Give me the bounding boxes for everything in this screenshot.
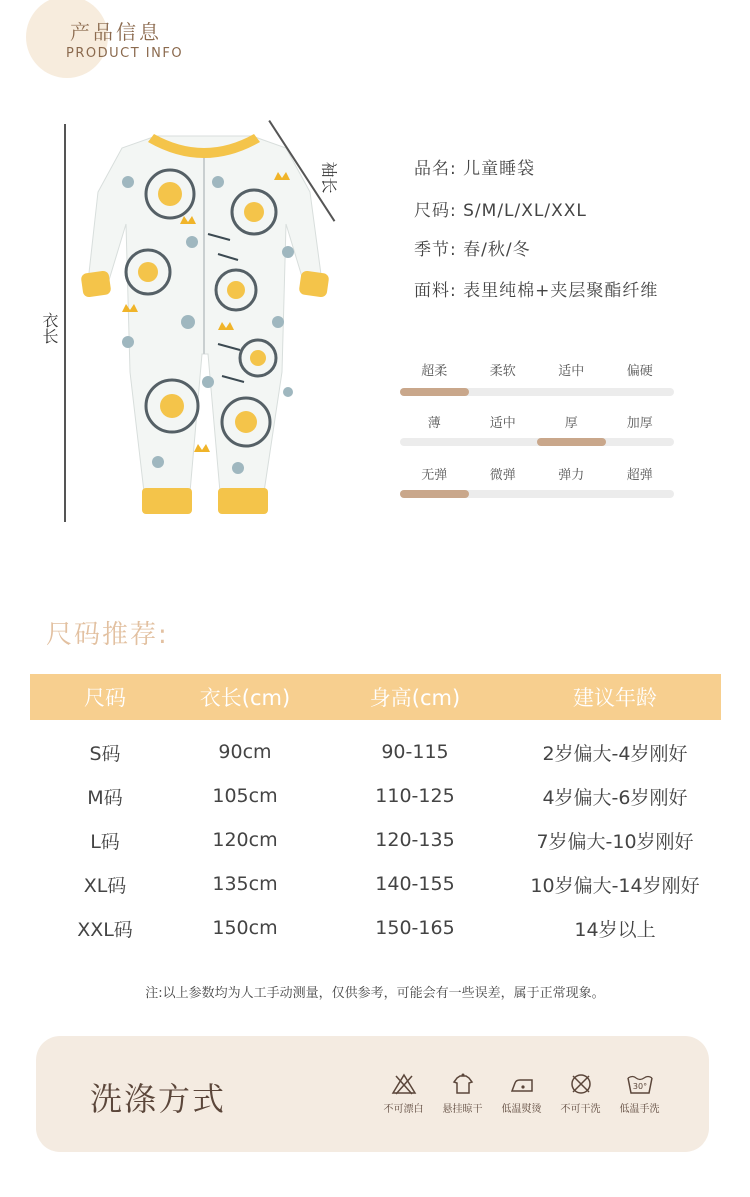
table-row	[30, 862, 721, 906]
washing-instructions	[374, 1072, 669, 1115]
table-header-cell: 身高(cm)	[369, 686, 461, 710]
size-section-title: 尺码推荐:	[46, 620, 169, 650]
no-bleach-icon	[390, 1072, 418, 1096]
info-row-name: 品名: 儿童睡袋	[414, 159, 536, 179]
table-cell: 14岁以上	[574, 918, 656, 941]
wash-temp-label: 30°	[632, 1082, 647, 1091]
table-cell: 150cm	[212, 917, 278, 939]
scale-label: 偏硬	[626, 364, 653, 379]
scale-label: 薄	[427, 416, 441, 431]
table-cell: 90-115	[381, 741, 449, 763]
table-cell: L码	[90, 830, 120, 853]
table-cell: XXL码	[77, 918, 133, 941]
elasticity-scale-fill	[400, 490, 469, 498]
info-row-fabric: 面料: 表里纯棉+夹层聚酯纤维	[414, 281, 659, 301]
elasticity-scale-labels	[400, 464, 674, 483]
section-subtitle: PRODUCT INFO	[66, 46, 184, 61]
table-row	[30, 906, 721, 950]
washing-title: 洗涤方式	[90, 1080, 227, 1118]
wash-instruction: 30° 低温手洗	[610, 1072, 669, 1115]
wash-instruction: 不可漂白	[374, 1072, 433, 1115]
table-cell: 120cm	[212, 829, 278, 851]
measurement-note: 注:以上参数均为人工手动测量，仅供参考，可能会有一些误差，属于正常现象。	[145, 986, 605, 1001]
product-romper-image	[68, 122, 340, 522]
wash-instruction: 悬挂晾干	[433, 1072, 492, 1115]
table-row	[30, 774, 721, 818]
hand-wash-30-icon	[626, 1072, 654, 1096]
thickness-scale-track	[400, 438, 674, 446]
table-cell: 110-125	[375, 785, 455, 807]
scale-label: 适中	[558, 364, 585, 379]
size-table-body	[30, 730, 721, 950]
wash-instruction: 不可干洗	[551, 1072, 610, 1115]
no-dry-clean-icon	[567, 1072, 595, 1096]
section-title: 产品信息	[70, 20, 162, 44]
table-row	[30, 818, 721, 862]
hang-dry-icon	[449, 1072, 477, 1096]
scale-label: 无弹	[421, 468, 448, 483]
softness-scale-labels	[400, 360, 674, 379]
table-cell: 120-135	[375, 829, 455, 851]
scale-label: 超弹	[626, 468, 653, 483]
scale-label: 柔软	[489, 364, 516, 379]
table-cell: S码	[89, 742, 121, 765]
scale-label: 厚	[564, 416, 578, 431]
size-table-header	[30, 674, 721, 720]
wash-instruction: 低温熨烫	[492, 1072, 551, 1115]
thickness-scale-labels	[400, 412, 674, 431]
softness-scale-fill	[400, 388, 469, 396]
table-row	[30, 730, 721, 774]
thickness-scale-fill	[537, 438, 606, 446]
table-cell: 90cm	[218, 741, 272, 763]
table-cell: 4岁偏大-6岁刚好	[542, 786, 688, 809]
scale-label: 微弹	[489, 468, 516, 483]
scale-label: 适中	[489, 416, 516, 431]
body-length-line	[64, 124, 66, 522]
table-cell: XL码	[83, 874, 127, 897]
table-cell: 150-165	[375, 917, 455, 939]
table-cell: 140-155	[375, 873, 455, 895]
scale-label: 超柔	[421, 364, 448, 379]
scale-label: 加厚	[626, 416, 653, 431]
info-row-season: 季节: 春/秋/冬	[414, 240, 531, 260]
softness-scale-track	[400, 388, 674, 396]
table-header-cell: 建议年龄	[573, 686, 657, 710]
table-cell: M码	[87, 786, 123, 809]
info-row-size: 尺码: S/M/L/XL/XXL	[414, 201, 587, 221]
table-cell: 105cm	[212, 785, 278, 807]
sleeve-length-label: 袖长	[319, 161, 339, 194]
table-cell: 2岁偏大-4岁刚好	[542, 742, 688, 765]
low-iron-icon	[508, 1072, 536, 1096]
table-cell: 10岁偏大-14岁刚好	[530, 874, 700, 897]
table-cell: 7岁偏大-10岁刚好	[536, 830, 694, 853]
scale-label: 弹力	[558, 468, 585, 483]
body-length-label: 衣长	[40, 312, 59, 344]
elasticity-scale-track	[400, 490, 674, 498]
table-cell: 135cm	[212, 873, 278, 895]
table-header-cell: 衣长(cm)	[199, 686, 291, 710]
table-header-cell: 尺码	[84, 686, 126, 710]
